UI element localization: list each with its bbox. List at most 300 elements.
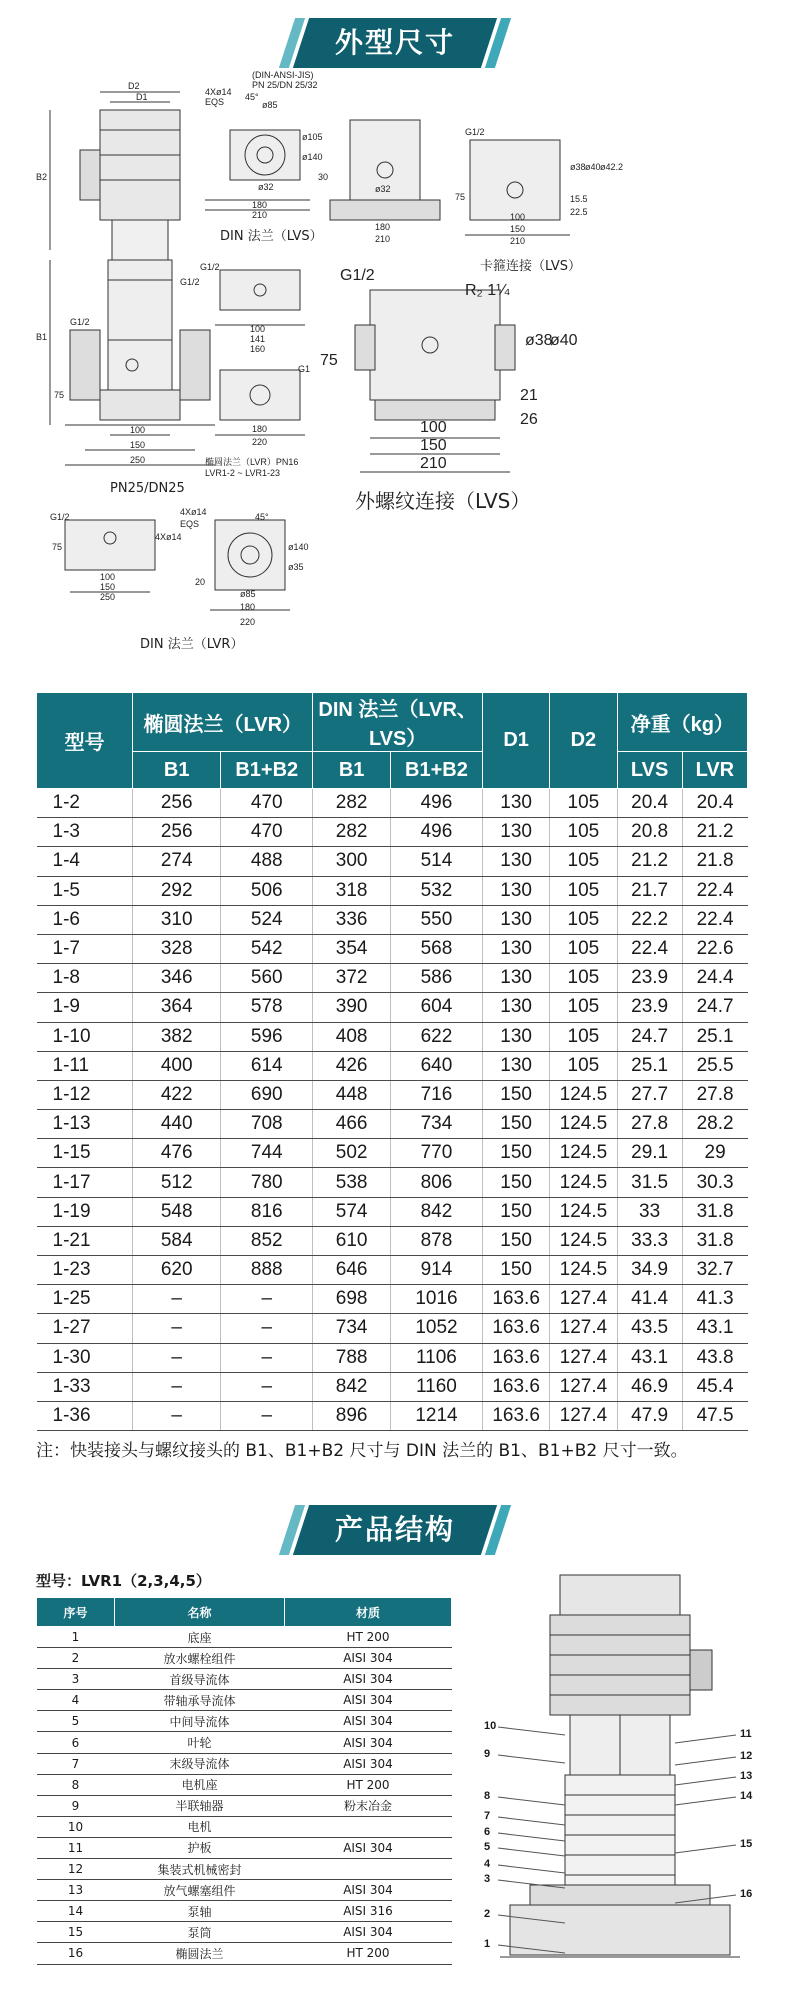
clamp-connection-drawing	[330, 120, 570, 235]
table-cell: 422	[133, 1080, 221, 1109]
table-cell: –	[133, 1343, 221, 1372]
table-cell: 506	[221, 876, 313, 905]
table-cell: 127.4	[550, 1372, 617, 1401]
table-cell: 842	[390, 1197, 482, 1226]
table-cell: 364	[133, 993, 221, 1022]
th-lvr: LVR	[682, 752, 747, 789]
table-cell: 43.5	[617, 1314, 682, 1343]
table-row	[37, 934, 748, 963]
callout-number: 1	[484, 1938, 491, 1950]
table-cell: 20.4	[682, 789, 747, 818]
table-cell: 806	[390, 1168, 482, 1197]
table-cell: 354	[313, 934, 391, 963]
label-180-c: 180	[375, 222, 391, 232]
label-phi38: ø38	[570, 162, 586, 172]
th-din-b1: B1	[313, 752, 391, 789]
table-cell: 548	[133, 1197, 221, 1226]
label-phi140: ø140	[302, 152, 323, 162]
table-cell: 33	[617, 1197, 682, 1226]
table-cell: 21.7	[617, 876, 682, 905]
parts-row	[37, 1711, 452, 1732]
table-cell: 440	[133, 1110, 221, 1139]
callout-number: 7	[484, 1810, 491, 1822]
table-cell: 1-19	[37, 1197, 133, 1226]
parts-cell: 带轴承导流体	[115, 1690, 285, 1711]
table-cell: 105	[550, 964, 617, 993]
parts-cell: 16	[37, 1943, 115, 1964]
parts-row	[37, 1943, 452, 1964]
parts-cell: 放气螺塞组件	[115, 1880, 285, 1901]
label-phi140-b: ø140	[288, 542, 309, 552]
callout-number: 15	[740, 1838, 753, 1850]
parts-cell: 集装式机械密封	[115, 1859, 285, 1880]
parts-cell: 粉末冶金	[285, 1795, 452, 1816]
table-cell: 1-36	[37, 1401, 133, 1430]
table-cell: 130	[483, 934, 550, 963]
table-cell: 20.8	[617, 818, 682, 847]
table-row	[37, 905, 748, 934]
table-cell: 21.8	[682, 847, 747, 876]
parts-cell: 15	[37, 1922, 115, 1943]
label-g12-a: G1/2	[180, 277, 200, 287]
label-b2: B2	[36, 172, 48, 182]
parts-row	[37, 1732, 452, 1753]
callout-number: 9	[484, 1748, 491, 1760]
parts-cell: AISI 304	[285, 1922, 452, 1943]
parts-row	[37, 1837, 452, 1858]
table-cell: 105	[550, 993, 617, 1022]
label-4x14-b: 4Xø14	[180, 507, 207, 517]
parts-cell: 首级导流体	[115, 1669, 285, 1690]
parts-cell: 7	[37, 1753, 115, 1774]
parts-cell: 泵筒	[115, 1922, 285, 1943]
table-cell: 1-25	[37, 1285, 133, 1314]
parts-cell: 4	[37, 1690, 115, 1711]
parts-cell: AISI 304	[285, 1669, 452, 1690]
table-cell: 105	[550, 1051, 617, 1080]
table-cell: 22.6	[682, 934, 747, 963]
table-cell: 640	[390, 1051, 482, 1080]
table-row	[37, 1226, 748, 1255]
table-row	[37, 1051, 748, 1080]
table-row	[37, 1256, 748, 1285]
table-cell: 584	[133, 1226, 221, 1255]
table-cell: 274	[133, 847, 221, 876]
parts-cell: AISI 304	[285, 1753, 452, 1774]
parts-cell: 9	[37, 1795, 115, 1816]
table-cell: 27.8	[682, 1080, 747, 1109]
parts-cell: 护板	[115, 1837, 285, 1858]
table-cell: 744	[221, 1139, 313, 1168]
din-flange-lvs-drawing	[205, 130, 310, 210]
table-row	[37, 1197, 748, 1226]
label-21: 21	[520, 387, 538, 404]
table-row	[37, 1401, 748, 1430]
table-cell: 43.8	[682, 1343, 747, 1372]
caption-lvr-range: LVR1-2 ~ LVR1-23	[205, 468, 280, 478]
table-cell: 1-2	[37, 789, 133, 818]
table-cell: 788	[313, 1343, 391, 1372]
table-cell: 1-4	[37, 847, 133, 876]
th-model: 型号	[37, 693, 133, 789]
table-cell: –	[133, 1314, 221, 1343]
table-cell: 1160	[390, 1372, 482, 1401]
parts-row	[37, 1795, 452, 1816]
table-cell: 23.9	[617, 964, 682, 993]
dimension-table	[36, 692, 748, 1431]
table-cell: 46.9	[617, 1372, 682, 1401]
label-150-c: 150	[420, 437, 447, 454]
label-220-b: 220	[240, 617, 256, 627]
table-cell: 466	[313, 1110, 391, 1139]
table-cell: 130	[483, 905, 550, 934]
table-cell: 150	[483, 1110, 550, 1139]
table-cell: 20.4	[617, 789, 682, 818]
table-row	[37, 993, 748, 1022]
callout-line	[675, 1735, 736, 1743]
parts-model-label: 型号：LVR1（2,3,4,5）	[36, 1572, 211, 1590]
parts-cell: 2	[37, 1648, 115, 1669]
label-150-d: 150	[100, 582, 116, 592]
table-cell: 256	[133, 818, 221, 847]
label-d1: D1	[136, 92, 148, 102]
table-cell: –	[221, 1285, 313, 1314]
table-cell: 646	[313, 1256, 391, 1285]
table-cell: 614	[221, 1051, 313, 1080]
parts-cell: 椭圆法兰	[115, 1943, 285, 1964]
label-180: 180	[252, 200, 268, 210]
table-row	[37, 876, 748, 905]
table-cell: 127.4	[550, 1343, 617, 1372]
table-cell: 105	[550, 876, 617, 905]
label-75: 75	[54, 390, 65, 400]
table-cell: 496	[390, 789, 482, 818]
parts-cell	[285, 1859, 452, 1880]
table-cell: 130	[483, 993, 550, 1022]
table-cell: 1052	[390, 1314, 482, 1343]
label-phi40-b: ø40	[550, 332, 578, 349]
table-cell: 22.2	[617, 905, 682, 934]
callout-number: 10	[484, 1720, 497, 1732]
table-cell: 256	[133, 789, 221, 818]
table-cell: 496	[390, 818, 482, 847]
th-din-b1b2: B1+B2	[390, 752, 482, 789]
th-b1b2: B1+B2	[221, 752, 313, 789]
table-cell: 578	[221, 993, 313, 1022]
table-cell: 34.9	[617, 1256, 682, 1285]
table-cell: 1-21	[37, 1226, 133, 1255]
callout-number: 2	[484, 1908, 491, 1920]
label-g12-c: G1/2	[200, 262, 220, 272]
label-b1: B1	[36, 332, 48, 342]
table-cell: 282	[313, 818, 391, 847]
caption-din-lvr: DIN 法兰（LVR）	[140, 637, 244, 652]
label-g1: G1	[298, 364, 311, 374]
table-cell: 610	[313, 1226, 391, 1255]
table-cell: 105	[550, 905, 617, 934]
parts-cell: 电机	[115, 1816, 285, 1837]
parts-row	[37, 1901, 452, 1922]
th-material: 材质	[285, 1598, 452, 1627]
callout-number: 14	[740, 1790, 753, 1802]
table-cell: 130	[483, 1022, 550, 1051]
table-cell: 27.7	[617, 1080, 682, 1109]
table-cell: 390	[313, 993, 391, 1022]
table-cell: 550	[390, 905, 482, 934]
table-cell: 130	[483, 964, 550, 993]
table-cell: 105	[550, 847, 617, 876]
table-cell: 31.8	[682, 1226, 747, 1255]
label-210-b: 210	[375, 234, 391, 244]
table-cell: 328	[133, 934, 221, 963]
label-phi105: ø105	[302, 132, 323, 142]
th-name: 名称	[115, 1598, 285, 1627]
label-155: 15.5	[570, 194, 588, 204]
table-cell: 150	[483, 1139, 550, 1168]
table-cell: 24.7	[682, 993, 747, 1022]
table-cell: 47.9	[617, 1401, 682, 1430]
table-cell: 488	[221, 847, 313, 876]
table-cell: 22.4	[682, 905, 747, 934]
table-cell: 1-23	[37, 1256, 133, 1285]
callout-number: 6	[484, 1826, 491, 1838]
table-cell: 41.4	[617, 1285, 682, 1314]
table-cell: 690	[221, 1080, 313, 1109]
table-cell: 24.4	[682, 964, 747, 993]
th-d1: D1	[483, 693, 550, 789]
table-row	[37, 847, 748, 876]
parts-cell: AISI 316	[285, 1901, 452, 1922]
table-cell: 163.6	[483, 1372, 550, 1401]
table-cell: 41.3	[682, 1285, 747, 1314]
label-26: 26	[520, 411, 538, 428]
table-cell: 734	[390, 1110, 482, 1139]
table-cell: 1-17	[37, 1168, 133, 1197]
table-cell: 163.6	[483, 1401, 550, 1430]
table-cell: –	[221, 1372, 313, 1401]
table-cell: 124.5	[550, 1197, 617, 1226]
table-cell: 574	[313, 1197, 391, 1226]
table-row	[37, 1110, 748, 1139]
table-cell: 620	[133, 1256, 221, 1285]
parts-cell: HT 200	[285, 1774, 452, 1795]
parts-cell: AISI 304	[285, 1690, 452, 1711]
label-45-b: 45°	[255, 512, 269, 522]
th-lvs: LVS	[617, 752, 682, 789]
table-cell: 622	[390, 1022, 482, 1051]
parts-row	[37, 1859, 452, 1880]
parts-row	[37, 1627, 452, 1648]
parts-cell: 泵轴	[115, 1901, 285, 1922]
table-cell: 400	[133, 1051, 221, 1080]
label-phi40: ø40	[585, 162, 601, 172]
table-cell: –	[133, 1285, 221, 1314]
table-cell: 130	[483, 1051, 550, 1080]
table-cell: 31.5	[617, 1168, 682, 1197]
parts-cell: 6	[37, 1732, 115, 1753]
table-cell: 1-30	[37, 1343, 133, 1372]
table-cell: 852	[221, 1226, 313, 1255]
th-seq: 序号	[37, 1598, 115, 1627]
table-cell: 512	[133, 1168, 221, 1197]
table-cell: 29.1	[617, 1139, 682, 1168]
table-cell: 1-12	[37, 1080, 133, 1109]
table-row	[37, 818, 748, 847]
label-g12-e: G1/2	[340, 267, 375, 284]
parts-cell: 放水螺栓组件	[115, 1648, 285, 1669]
table-cell: 524	[221, 905, 313, 934]
parts-cell	[285, 1816, 452, 1837]
label-4x14-c: 4Xø14	[155, 532, 182, 542]
table-cell: 816	[221, 1197, 313, 1226]
section-banner-structure	[283, 1505, 507, 1555]
table-cell: 127.4	[550, 1401, 617, 1430]
label-100-e: 100	[100, 572, 116, 582]
label-eqs-b: EQS	[180, 519, 200, 529]
parts-row	[37, 1669, 452, 1690]
parts-row	[37, 1816, 452, 1837]
parts-cell: 14	[37, 1901, 115, 1922]
table-cell: 163.6	[483, 1285, 550, 1314]
table-cell: 346	[133, 964, 221, 993]
label-g12-f: G1/2	[50, 512, 70, 522]
callout-line	[675, 1757, 736, 1765]
parts-cell: 叶轮	[115, 1732, 285, 1753]
table-cell: 470	[221, 818, 313, 847]
table-cell: 470	[221, 789, 313, 818]
table-cell: 105	[550, 1022, 617, 1051]
label-30: 30	[318, 172, 329, 182]
th-weight: 净重（kg）	[617, 693, 747, 752]
parts-row	[37, 1648, 452, 1669]
table-cell: 1-5	[37, 876, 133, 905]
table-cell: 150	[483, 1168, 550, 1197]
table-cell: 448	[313, 1080, 391, 1109]
label-g12-b: G1/2	[70, 317, 90, 327]
label-phi32: ø32	[258, 182, 274, 192]
table-cell: 27.8	[617, 1110, 682, 1139]
table-cell: 1-10	[37, 1022, 133, 1051]
table-cell: 21.2	[617, 847, 682, 876]
table-cell: 408	[313, 1022, 391, 1051]
table-cell: 734	[313, 1314, 391, 1343]
parts-row	[37, 1880, 452, 1901]
table-cell: 105	[550, 789, 617, 818]
parts-cell: HT 200	[285, 1627, 452, 1648]
table-cell: 1-13	[37, 1110, 133, 1139]
table-cell: 22.4	[682, 876, 747, 905]
parts-cell: HT 200	[285, 1943, 452, 1964]
table-cell: 1106	[390, 1343, 482, 1372]
parts-cell: 8	[37, 1774, 115, 1795]
label-phi42: ø42.2	[600, 162, 624, 172]
label-150-b: 150	[510, 224, 526, 234]
label-150: 150	[130, 440, 146, 450]
parts-cell: AISI 304	[285, 1648, 452, 1669]
label-75-b: 75	[455, 192, 466, 202]
table-cell: 32.7	[682, 1256, 747, 1285]
caption-din-lvs: DIN 法兰（LVS）	[220, 229, 323, 244]
table-cell: 780	[221, 1168, 313, 1197]
table-cell: 163.6	[483, 1314, 550, 1343]
callout-line	[675, 1797, 736, 1805]
table-cell: 336	[313, 905, 391, 934]
section-title-structure: 产品结构	[334, 1514, 456, 1545]
table-cell: 300	[313, 847, 391, 876]
table-cell: 1016	[390, 1285, 482, 1314]
table-cell: –	[133, 1372, 221, 1401]
label-75-c: 75	[320, 352, 338, 369]
parts-cell: 11	[37, 1837, 115, 1858]
parts-cell: 半联轴器	[115, 1795, 285, 1816]
parts-table	[36, 1597, 452, 1965]
table-cell: 1-3	[37, 818, 133, 847]
table-row	[37, 1314, 748, 1343]
label-g12-d: G1/2	[465, 127, 485, 137]
table-cell: 47.5	[682, 1401, 747, 1430]
table-row	[37, 789, 748, 818]
callout-line	[498, 1727, 565, 1735]
label-eqs: EQS	[205, 97, 225, 107]
label-r2: R₂ 1¼	[465, 282, 510, 299]
callout-line	[498, 1833, 565, 1841]
table-cell: 896	[313, 1401, 391, 1430]
parts-row	[37, 1753, 452, 1774]
parts-cell: 10	[37, 1816, 115, 1837]
parts-table-body	[37, 1627, 452, 1965]
label-75-d: 75	[52, 542, 63, 552]
table-cell: 888	[221, 1256, 313, 1285]
th-din: DIN 法兰（LVR、LVS）	[313, 693, 483, 752]
label-220: 220	[252, 437, 268, 447]
table-cell: 127.4	[550, 1285, 617, 1314]
dimension-drawings	[30, 70, 770, 680]
label-100-d: 100	[420, 419, 447, 436]
table-cell: 514	[390, 847, 482, 876]
th-d2: D2	[550, 693, 617, 789]
table-row	[37, 1343, 748, 1372]
table-row	[37, 1022, 748, 1051]
table-cell: 1-6	[37, 905, 133, 934]
table-cell: 28.2	[682, 1110, 747, 1139]
callout-line	[498, 1817, 565, 1825]
parts-cell: 底座	[115, 1627, 285, 1648]
table-cell: 29	[682, 1139, 747, 1168]
label-pn-dn: PN 25/DN 25/32	[252, 80, 318, 90]
label-225: 22.5	[570, 207, 588, 217]
table-cell: 1-7	[37, 934, 133, 963]
parts-cell: AISI 304	[285, 1732, 452, 1753]
label-45: 45°	[245, 92, 259, 102]
table-cell: 22.4	[617, 934, 682, 963]
table-cell: 25.5	[682, 1051, 747, 1080]
table-cell: 45.4	[682, 1372, 747, 1401]
parts-cell: AISI 304	[285, 1711, 452, 1732]
label-210-d: 210	[420, 455, 447, 472]
table-cell: 560	[221, 964, 313, 993]
label-phi32-b: ø32	[375, 184, 391, 194]
parts-cell: 末级导流体	[115, 1753, 285, 1774]
table-cell: 914	[390, 1256, 482, 1285]
table-cell: 130	[483, 847, 550, 876]
table-cell: –	[221, 1314, 313, 1343]
callout-line	[498, 1797, 565, 1805]
table-cell: 538	[313, 1168, 391, 1197]
table-row	[37, 1139, 748, 1168]
callout-number: 4	[484, 1858, 491, 1870]
section-title: 外型尺寸	[334, 27, 456, 58]
parts-cell: 3	[37, 1669, 115, 1690]
